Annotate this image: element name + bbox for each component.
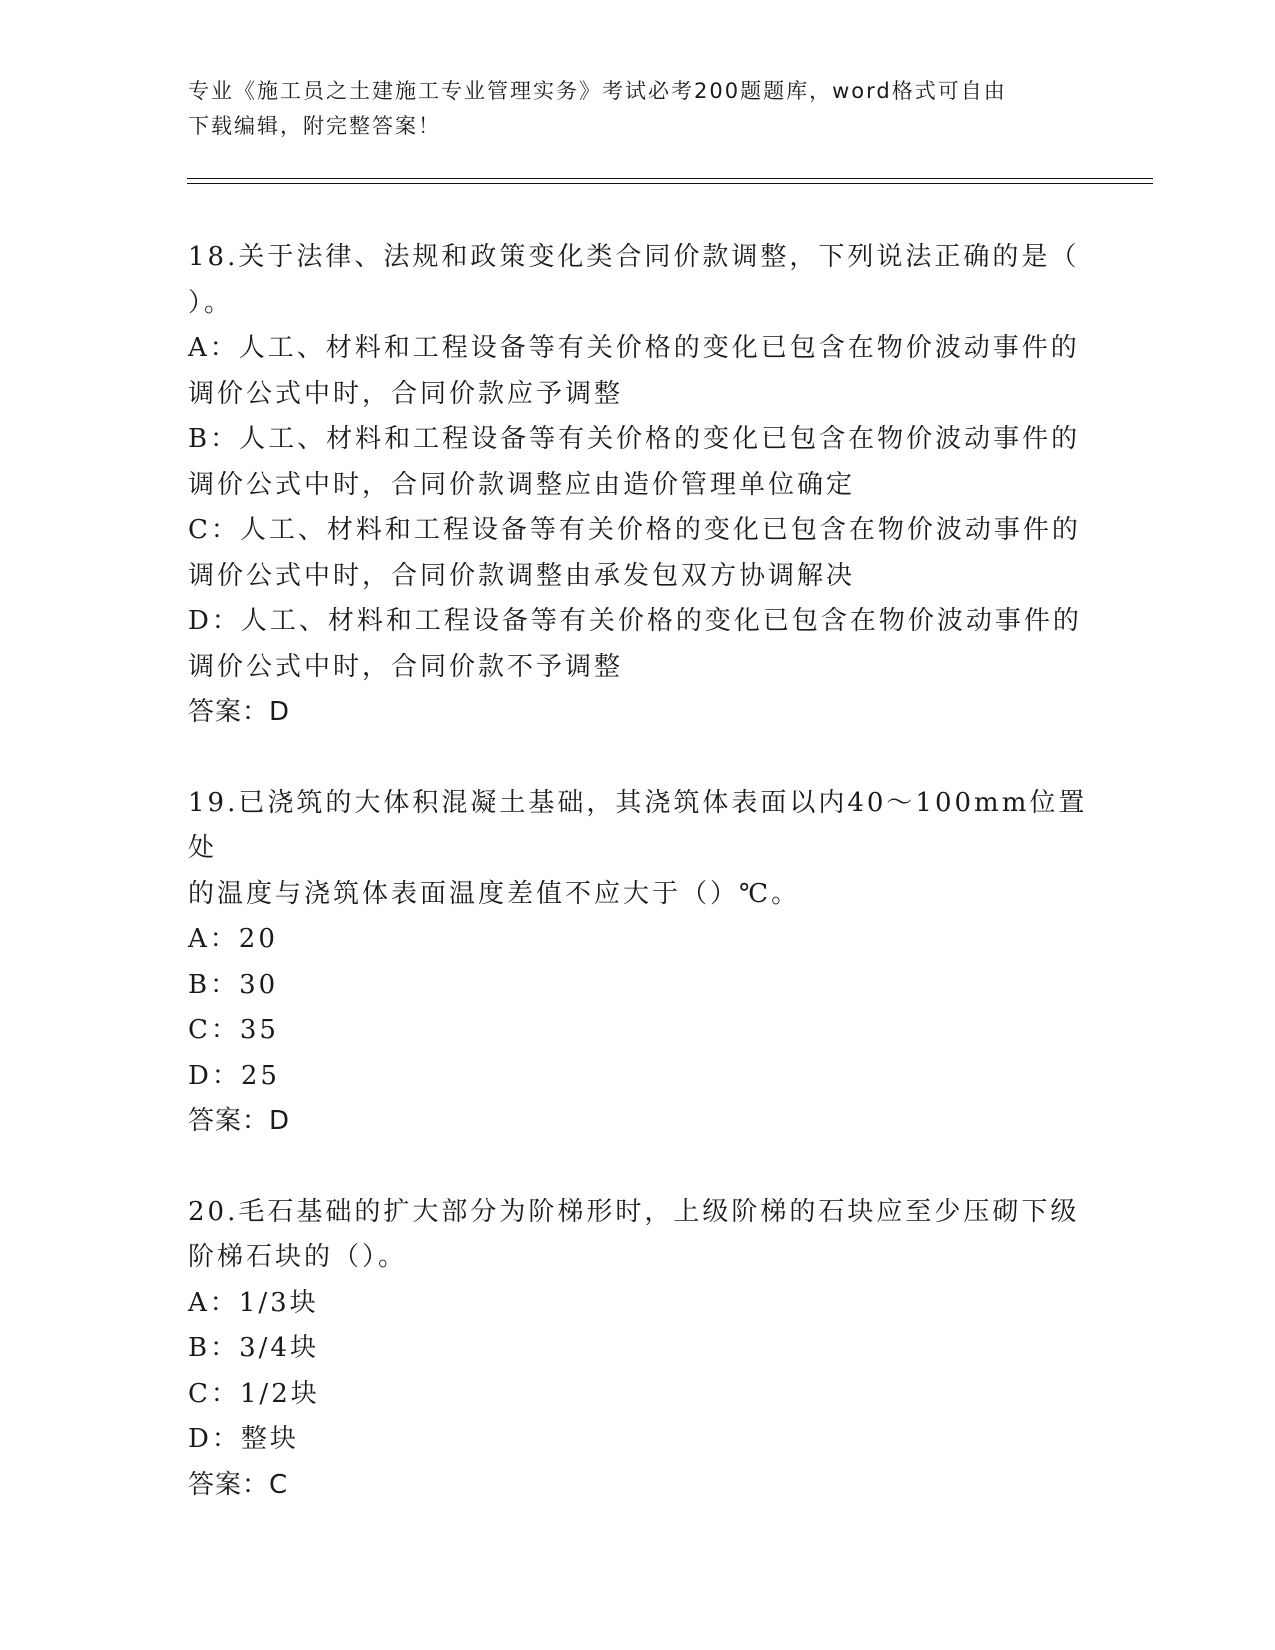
option-c: C：人工、材料和工程设备等有关价格的变化已包含在物价波动事件的: [188, 515, 1081, 545]
question-stem: 18.关于法律、法规和政策变化类合同价款调整，下列说法正确的是（: [188, 242, 1080, 272]
question-stem: 阶梯石块的（）。: [188, 1242, 408, 1272]
option-d: D：人工、材料和工程设备等有关价格的变化已包含在物价波动事件的: [188, 606, 1082, 636]
option-a: A：1/3块: [188, 1287, 319, 1318]
answer-label: 答案：D: [188, 1106, 291, 1136]
option-d: D：25: [188, 1060, 280, 1091]
option-b: B：30: [188, 969, 279, 1000]
question-stem: 19.已浇筑的大体积混凝土基础，其浇筑体表面以内40～100mm位置处: [188, 787, 1088, 863]
header-line-2: 下载编辑，附完整答案！: [188, 114, 441, 138]
option-c: C：1/2块: [188, 1378, 320, 1409]
answer-label: 答案：D: [188, 697, 291, 727]
question-stem: 20.毛石基础的扩大部分为阶梯形时，上级阶梯的石块应至少压砌下级: [188, 1196, 1080, 1227]
question-stem: ）。: [188, 287, 234, 318]
option-b: 调价公式中时，合同价款调整应由造价管理单位确定: [188, 469, 856, 500]
option-a: 调价公式中时，合同价款应予调整: [188, 378, 624, 409]
question-list: [188, 235, 1088, 1508]
option-b: B：人工、材料和工程设备等有关价格的变化已包含在物价波动事件的: [188, 424, 1081, 454]
document-header: [188, 74, 1088, 144]
question-18: [188, 235, 1088, 736]
header-divider-top: [187, 178, 1153, 179]
question-20: [188, 1190, 1088, 1509]
option-c: 调价公式中时，合同价款调整由承发包双方协调解决: [188, 560, 856, 591]
header-divider-bottom: [187, 183, 1153, 184]
header-line-1: 专业《施工员之土建施工专业管理实务》考试必考200题题库，word格式可自由: [188, 79, 1007, 103]
option-b: B：3/4块: [188, 1333, 319, 1363]
option-a: A：人工、材料和工程设备等有关价格的变化已包含在物价波动事件的: [188, 333, 1080, 363]
option-d: 调价公式中时，合同价款不予调整: [188, 651, 624, 682]
option-d: D：整块: [188, 1424, 299, 1454]
question-19: [188, 781, 1088, 1145]
option-a: A：20: [188, 924, 278, 954]
option-c: C：35: [188, 1015, 279, 1045]
answer-label: 答案：C: [188, 1469, 289, 1500]
question-stem: 的温度与浇筑体表面温度差值不应大于（）℃。: [188, 878, 801, 909]
